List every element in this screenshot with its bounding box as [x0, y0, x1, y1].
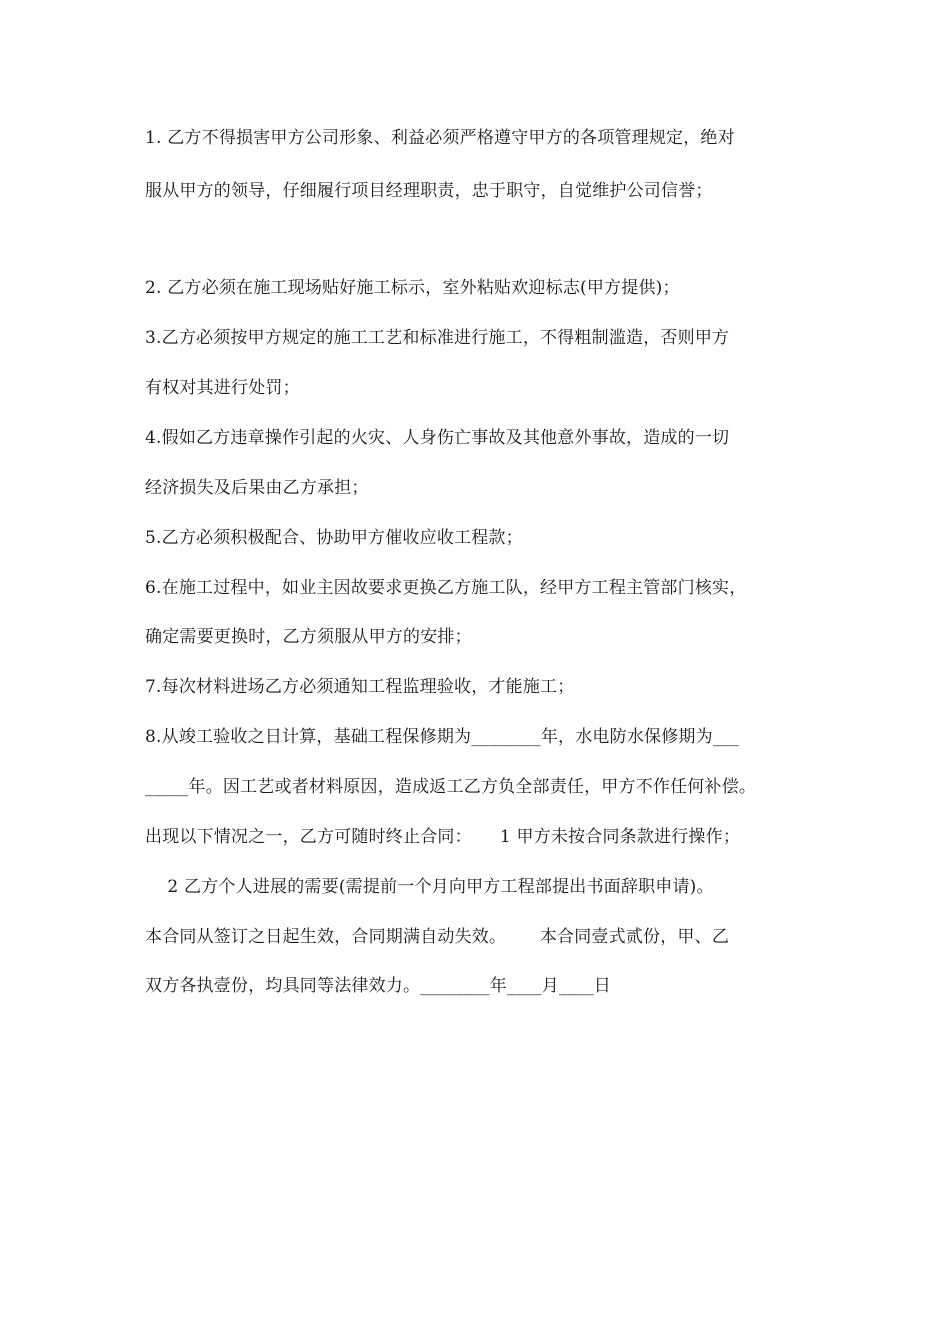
text-line-6: 4.假如乙方违章操作引起的火灾、人身伤亡事故及其他意外事故，造成的一切 — [145, 428, 730, 448]
text-line-9: 6.在施工过程中，如业主因故要求更换乙方施工队，经甲方工程主管部门核实， — [145, 578, 747, 598]
text-line-5: 有权对其进行处罚； — [145, 378, 300, 398]
text-line-4: 3.乙方必须按甲方规定的施工工艺和标准进行施工，不得粗制滥造，否则甲方 — [145, 328, 730, 348]
text-line-10: 确定需要更换时，乙方须服从甲方的安排； — [145, 627, 472, 647]
text-line-13: _____年。因工艺或者材料原因，造成返工乙方负全部责任，甲方不作任何补偿。 — [145, 777, 757, 797]
text-line-1: 1. 乙方不得损害甲方公司形象、利益必须严格遵守甲方的各项管理规定，绝对 — [145, 128, 735, 148]
text-line-11: 7.每次材料进场乙方必须通知工程监理验收，才能施工； — [145, 677, 575, 697]
text-line-14: 出现以下情况之一，乙方可随时终止合同： 1 甲方未按合同条款进行操作； — [145, 827, 741, 847]
text-line-3: 2. 乙方必须在施工现场贴好施工标示，室外粘贴欢迎标志(甲方提供)； — [145, 278, 680, 298]
text-line-17: 双方各执壹份，均具同等法律效力。________年____月____日 — [145, 976, 611, 996]
text-line-7: 经济损失及后果由乙方承担； — [145, 478, 369, 498]
text-line-12: 8.从竣工验收之日计算，基础工程保修期为________年，水电防水保修期为___ — [145, 727, 739, 747]
text-line-8: 5.乙方必须积极配合、协助甲方催收应收工程款； — [145, 528, 523, 548]
text-line-2: 服从甲方的领导，仔细履行项目经理职责，忠于职守，自觉维护公司信誉； — [145, 181, 713, 201]
text-line-15: 2 乙方个人进展的需要(需提前一个月向甲方工程部提出书面辞职申请)。 — [145, 877, 714, 897]
text-line-16: 本合同从签订之日起生效，合同期满自动失效。 本合同壹式贰份，甲、乙 — [145, 927, 730, 947]
